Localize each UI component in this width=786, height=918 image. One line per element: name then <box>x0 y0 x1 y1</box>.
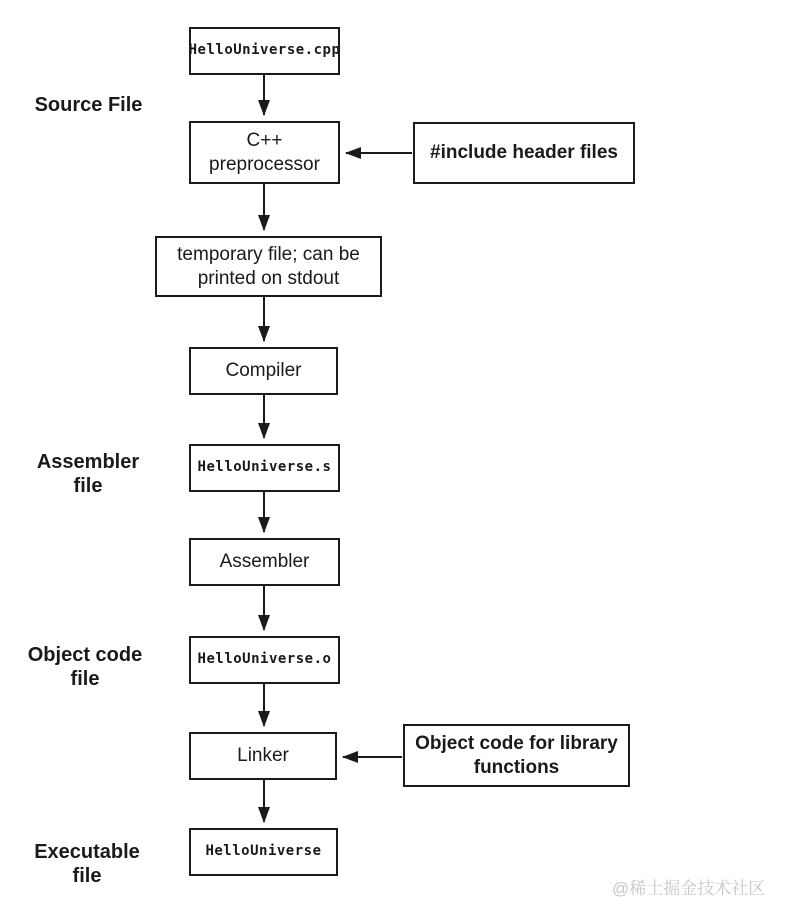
node-assembler: Assembler <box>189 538 340 586</box>
node-preprocessor: C++ preprocessor <box>189 121 340 184</box>
node-include-headers: #include header files <box>413 122 635 184</box>
node-object-file: HelloUniverse.o <box>189 636 340 684</box>
node-linker: Linker <box>189 732 337 780</box>
stage-label-assembler-file: Assembler file <box>36 451 140 497</box>
node-object-library: Object code for library functions <box>403 724 630 787</box>
node-temp-file: temporary file; can be printed on stdout <box>155 236 382 297</box>
node-compiler: Compiler <box>189 347 338 395</box>
node-assembler-file: HelloUniverse.s <box>189 444 340 492</box>
node-source-file: HelloUniverse.cpp <box>189 27 340 75</box>
stage-label-executable-file: Executable file <box>34 841 140 887</box>
watermark-text: @稀土掘金技术社区 <box>612 879 766 898</box>
node-executable: HelloUniverse <box>189 828 338 876</box>
stage-label-source-file: Source File <box>34 94 143 116</box>
stage-label-object-code-file: Object code file <box>27 644 143 690</box>
